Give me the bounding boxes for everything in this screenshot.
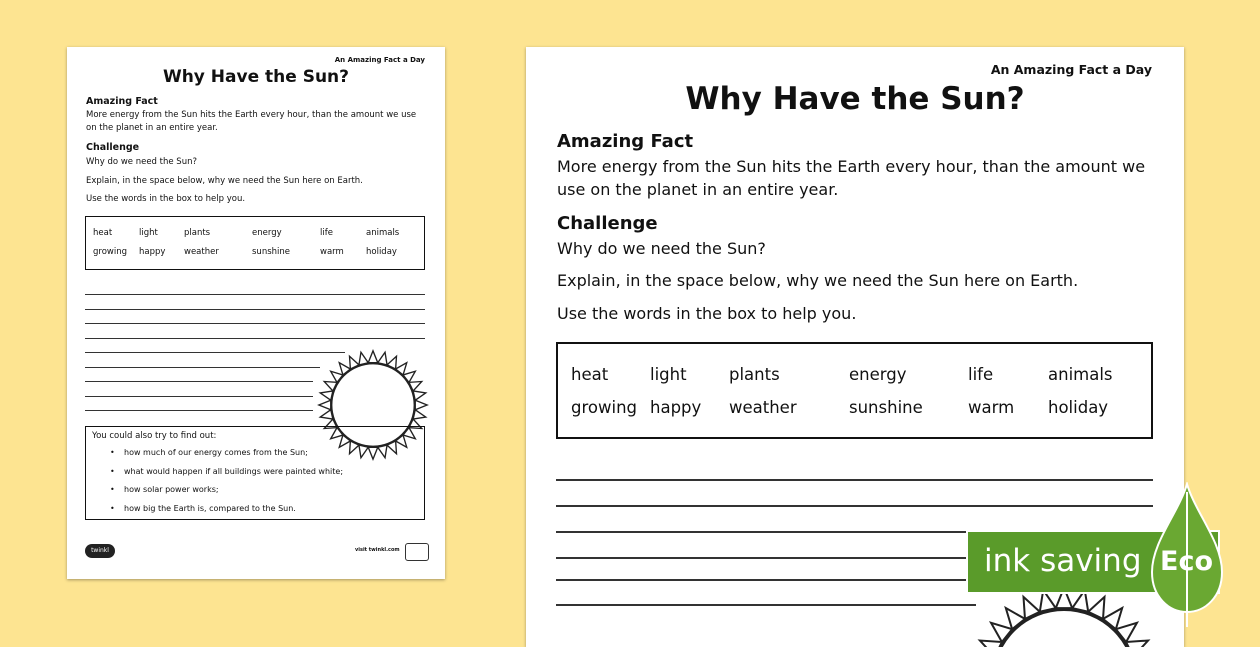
bullet-icon: •: [110, 504, 115, 513]
word-bank-item: holiday: [366, 247, 397, 257]
writing-line: [85, 352, 345, 353]
word-bank-item: light: [650, 365, 687, 384]
writing-line: [85, 396, 313, 397]
page-title: Why Have the Sun?: [67, 67, 445, 87]
worksheet-thumbnail: [67, 47, 445, 579]
sun-ray: [368, 351, 378, 363]
word-bank-item: sunshine: [252, 247, 290, 257]
writing-line: [85, 381, 313, 382]
badge-icon: [405, 543, 429, 561]
word-bank-item: light: [139, 228, 158, 238]
word-bank: [85, 216, 425, 270]
instruction-words: Use the words in the box to help you.: [86, 193, 427, 206]
challenge-heading: Challenge: [557, 213, 658, 234]
instruction-explain: Explain, in the space below, why we need the Sun here on Earth.: [86, 175, 427, 188]
word-bank-item: weather: [729, 398, 797, 417]
word-bank-item: weather: [184, 247, 219, 257]
sun-ray: [415, 400, 427, 410]
writing-line: [556, 604, 976, 606]
instruction-words: Use the words in the box to help you.: [557, 302, 1154, 325]
fact-heading: Amazing Fact: [86, 96, 158, 107]
eco-label: Eco: [1160, 546, 1213, 577]
word-bank-item: warm: [968, 398, 1014, 417]
bullet-icon: •: [110, 448, 115, 457]
word-bank-item: happy: [650, 398, 701, 417]
writing-line: [556, 505, 1153, 507]
word-bank-item: life: [320, 228, 333, 238]
word-bank-item: heat: [571, 365, 608, 384]
word-bank-item: life: [968, 365, 993, 384]
writing-line: [85, 323, 425, 324]
find-out-item: what would happen if all buildings were painted white;: [124, 467, 343, 476]
fact-heading: Amazing Fact: [557, 131, 693, 152]
series-label: An Amazing Fact a Day: [991, 62, 1152, 77]
challenge-question: Why do we need the Sun?: [86, 156, 427, 169]
word-bank-item: animals: [366, 228, 399, 238]
word-bank-item: holiday: [1048, 398, 1108, 417]
writing-line: [85, 309, 425, 310]
writing-line: [85, 338, 425, 339]
word-bank: [556, 342, 1153, 439]
series-label: An Amazing Fact a Day: [335, 56, 425, 64]
twinkl-logo: twinkl: [85, 544, 115, 558]
fact-text: More energy from the Sun hits the Earth every hour, than the amount we use on the planet in an entire year.: [557, 155, 1154, 201]
find-out-item: how solar power works;: [124, 485, 219, 494]
writing-line: [556, 579, 976, 581]
writing-line: [85, 410, 313, 411]
page-title: Why Have the Sun?: [526, 81, 1184, 117]
fact-text: More energy from the Sun hits the Earth every hour, than the amount we use on the planet in an entire year.: [86, 109, 427, 135]
sun-ray: [980, 641, 1002, 647]
eco-drop-icon: [1150, 482, 1224, 636]
bullet-icon: •: [110, 485, 115, 494]
writing-line: [85, 367, 320, 368]
footer-visit: visit twinkl.com: [355, 547, 400, 553]
find-out-item: how big the Earth is, compared to the Sun.: [124, 504, 296, 513]
writing-line: [85, 294, 425, 295]
word-bank-item: heat: [93, 228, 112, 238]
ink-saving-label: ink saving: [984, 543, 1142, 579]
word-bank-item: growing: [571, 398, 637, 417]
instruction-explain: Explain, in the space below, why we need the Sun here on Earth.: [557, 269, 1154, 292]
find-out-box: [85, 426, 425, 520]
bullet-icon: •: [110, 467, 115, 476]
word-bank-item: plants: [184, 228, 210, 238]
word-bank-item: happy: [139, 247, 165, 257]
find-out-item: how much of our energy comes from the Sun;: [124, 448, 308, 457]
writing-line: [556, 479, 1153, 481]
challenge-question: Why do we need the Sun?: [557, 237, 1154, 260]
word-bank-item: energy: [849, 365, 907, 384]
word-bank-item: plants: [729, 365, 780, 384]
sun-ray: [1126, 641, 1148, 647]
word-bank-item: animals: [1048, 365, 1113, 384]
word-bank-item: warm: [320, 247, 344, 257]
challenge-heading: Challenge: [86, 142, 139, 153]
word-bank-item: sunshine: [849, 398, 923, 417]
find-out-heading: You could also try to find out:: [92, 431, 216, 441]
word-bank-item: energy: [252, 228, 282, 238]
sun-ray: [319, 400, 331, 410]
word-bank-item: growing: [93, 247, 127, 257]
